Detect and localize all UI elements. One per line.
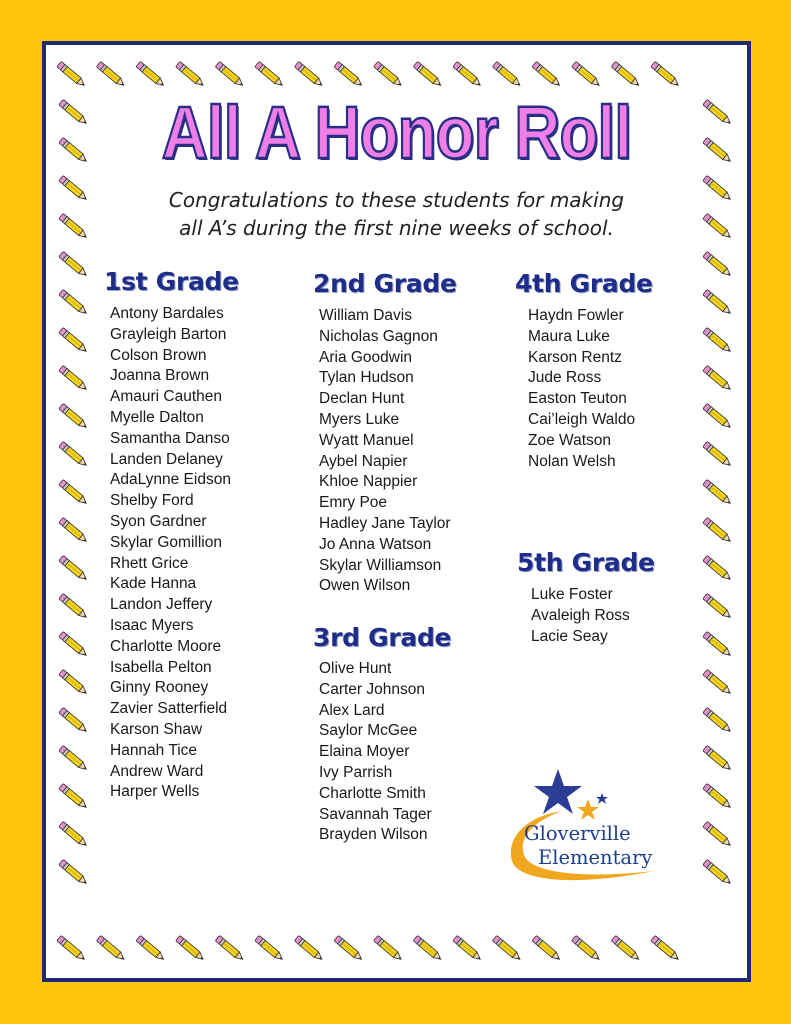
pencil-icon (59, 555, 89, 582)
student-name: Nolan Welsh (528, 452, 616, 470)
student-name: Ginny Rooney (110, 679, 209, 697)
pencil-icon (59, 327, 89, 354)
student-name: Andrew Ward (110, 762, 204, 780)
subtitle-line-2: all A’s during the first nine weeks of school. (179, 216, 614, 240)
pencil-icon (57, 935, 87, 962)
student-list-3rd (319, 659, 432, 846)
pencil-icon (215, 61, 245, 88)
pencil-icon (334, 61, 364, 88)
student-name: AdaLynne Eidson (110, 471, 231, 489)
pencil-icon (703, 99, 733, 126)
student-name: Olive Hunt (319, 660, 392, 677)
pencil-icon (59, 783, 89, 810)
grade-heading-2nd: 2nd Grade (313, 269, 457, 298)
student-name: Aybel Napier (319, 452, 408, 470)
student-name: Charlotte Moore (110, 637, 222, 655)
pencil-icon (294, 935, 324, 962)
student-name: Myers Luke (319, 410, 400, 428)
pencil-icon (59, 593, 89, 620)
student-name: Nicholas Gagnon (319, 327, 438, 345)
pencil-icon (703, 137, 733, 164)
pencil-icon (59, 441, 89, 468)
student-name: Amauri Cauthen (110, 388, 223, 406)
pencil-icon (96, 61, 126, 88)
subtitle-line-1: Congratulations to these students for making (168, 188, 625, 212)
student-name: Haydn Fowler (528, 307, 624, 324)
pencil-icon (59, 707, 89, 734)
student-name: Shelby Ford (110, 492, 194, 510)
pencil-icon (611, 61, 641, 88)
pencil-icon (453, 935, 483, 962)
pencil-icon (703, 441, 733, 468)
student-name: Owen Wilson (319, 577, 411, 595)
student-name: Harper Wells (110, 783, 200, 801)
student-name: Skylar Williamson (319, 556, 442, 574)
student-name: Isabella Pelton (110, 658, 212, 676)
student-name: Ivy Parrish (319, 763, 393, 781)
pencil-icon (651, 61, 681, 88)
pencil-icon (703, 365, 733, 392)
pencil-icon (334, 935, 364, 962)
honor-roll-poster (42, 41, 751, 982)
grade-heading-1st: 1st Grade (104, 267, 239, 296)
pencil-icon (59, 289, 89, 316)
pencil-icon (703, 289, 733, 316)
pencil-icon (59, 859, 89, 886)
pencil-icon (59, 669, 89, 696)
pencil-icon (492, 61, 522, 88)
student-name: Zavier Satterfield (110, 700, 228, 718)
student-name: Avaleigh Ross (531, 606, 630, 624)
pencil-icon (59, 745, 89, 772)
student-name: Charlotte Smith (319, 784, 426, 802)
student-name: Zoe Watson (528, 431, 611, 449)
student-name: Saylor McGee (319, 722, 418, 740)
pencil-icon (136, 935, 166, 962)
student-name: Hadley Jane Taylor (319, 514, 451, 532)
pencil-icon (136, 61, 166, 88)
student-name: Alex Lard (319, 701, 385, 719)
pencil-icon (59, 365, 89, 392)
student-name: Karson Shaw (110, 720, 203, 738)
school-logo (504, 769, 684, 889)
student-name: Brayden Wilson (319, 826, 428, 844)
pencil-icon (703, 821, 733, 848)
pencil-icon (611, 935, 641, 962)
pencil-icon (59, 251, 89, 278)
student-list-2nd (319, 306, 451, 597)
pencil-icon (176, 61, 206, 88)
pencil-icon (255, 935, 285, 962)
student-name: William Davis (319, 307, 412, 324)
pencil-icon (532, 935, 562, 962)
student-name: Landen Delaney (110, 450, 223, 468)
pencil-icon (703, 251, 733, 278)
student-name: Antony Bardales (110, 305, 224, 322)
student-name: Jo Anna Watson (319, 535, 432, 553)
student-name: Landon Jeffery (110, 596, 213, 614)
school-name-line-2: Elementary (538, 846, 653, 869)
pencil-icon (176, 935, 206, 962)
pencil-icon (492, 935, 522, 962)
pencil-icon (703, 631, 733, 658)
pencil-icon (703, 669, 733, 696)
student-name: Maura Luke (528, 327, 610, 345)
student-name: Kade Hanna (110, 575, 197, 593)
pencil-icon (59, 631, 89, 658)
pencil-icon (59, 137, 89, 164)
pencil-icon (215, 935, 245, 962)
pencil-icon (703, 593, 733, 620)
student-name: Easton Teuton (528, 390, 627, 408)
student-name: Hannah Tice (110, 741, 198, 759)
pencil-icon (59, 403, 89, 430)
pencil-icon (572, 61, 602, 88)
pencil-icon (703, 403, 733, 430)
student-name: Samantha Danso (110, 429, 230, 447)
student-name: Declan Hunt (319, 390, 405, 408)
student-list-5th (531, 585, 630, 647)
student-name: Carter Johnson (319, 680, 425, 698)
student-name: Myelle Dalton (110, 408, 204, 426)
pencil-icon (572, 935, 602, 962)
pencil-icon (651, 935, 681, 962)
student-name: Cai’leigh Waldo (528, 410, 636, 428)
student-list-4th (528, 306, 635, 472)
page-title: All A Honor Roll (161, 91, 632, 174)
student-name: Luke Foster (531, 586, 613, 603)
pencil-icon (413, 61, 443, 88)
student-name: Jude Ross (528, 369, 602, 387)
student-name: Grayleigh Barton (110, 325, 227, 343)
student-name: Rhett Grice (110, 554, 189, 572)
pencil-icon (703, 555, 733, 582)
subtitle (46, 186, 747, 242)
student-name: Elaina Moyer (319, 743, 410, 761)
student-name: Joanna Brown (110, 367, 210, 385)
pencil-icon (703, 479, 733, 506)
student-name: Wyatt Manuel (319, 431, 414, 449)
pencil-icon (374, 61, 404, 88)
student-name: Aria Goodwin (319, 348, 413, 366)
grade-heading-5th: 5th Grade (517, 548, 655, 577)
student-name: Tylan Hudson (319, 369, 414, 387)
pencil-icon (294, 61, 324, 88)
student-list-1st (110, 304, 231, 803)
student-name: Skylar Gomillion (110, 533, 222, 551)
pencil-icon (57, 61, 87, 88)
student-name: Emry Poe (319, 494, 388, 512)
pencil-icon (59, 479, 89, 506)
star-icon (577, 799, 599, 820)
star-icon (596, 793, 608, 804)
pencil-icon (59, 99, 89, 126)
pencil-icon (703, 783, 733, 810)
grade-heading-3rd: 3rd Grade (313, 623, 452, 652)
student-name: Savannah Tager (319, 805, 432, 823)
student-name: Lacie Seay (531, 627, 608, 645)
pencil-icon (703, 859, 733, 886)
grade-heading-4th: 4th Grade (515, 269, 653, 298)
pencil-icon (59, 517, 89, 544)
pencil-icon (59, 821, 89, 848)
pencil-icon (453, 61, 483, 88)
pencil-icon (374, 935, 404, 962)
student-name: Colson Brown (110, 346, 207, 364)
pencil-icon (255, 61, 285, 88)
pencil-icon (703, 707, 733, 734)
student-name: Karson Rentz (528, 348, 622, 366)
pencil-icon (703, 745, 733, 772)
student-name: Isaac Myers (110, 616, 194, 634)
pencil-icon (96, 935, 126, 962)
student-name: Khloe Nappier (319, 473, 418, 491)
school-name-line-1: Gloverville (524, 822, 631, 845)
pencil-icon (413, 935, 443, 962)
pencil-icon (703, 327, 733, 354)
pencil-icon (532, 61, 562, 88)
pencil-icon (703, 517, 733, 544)
student-name: Syon Gardner (110, 512, 207, 530)
star-icon (534, 769, 582, 814)
